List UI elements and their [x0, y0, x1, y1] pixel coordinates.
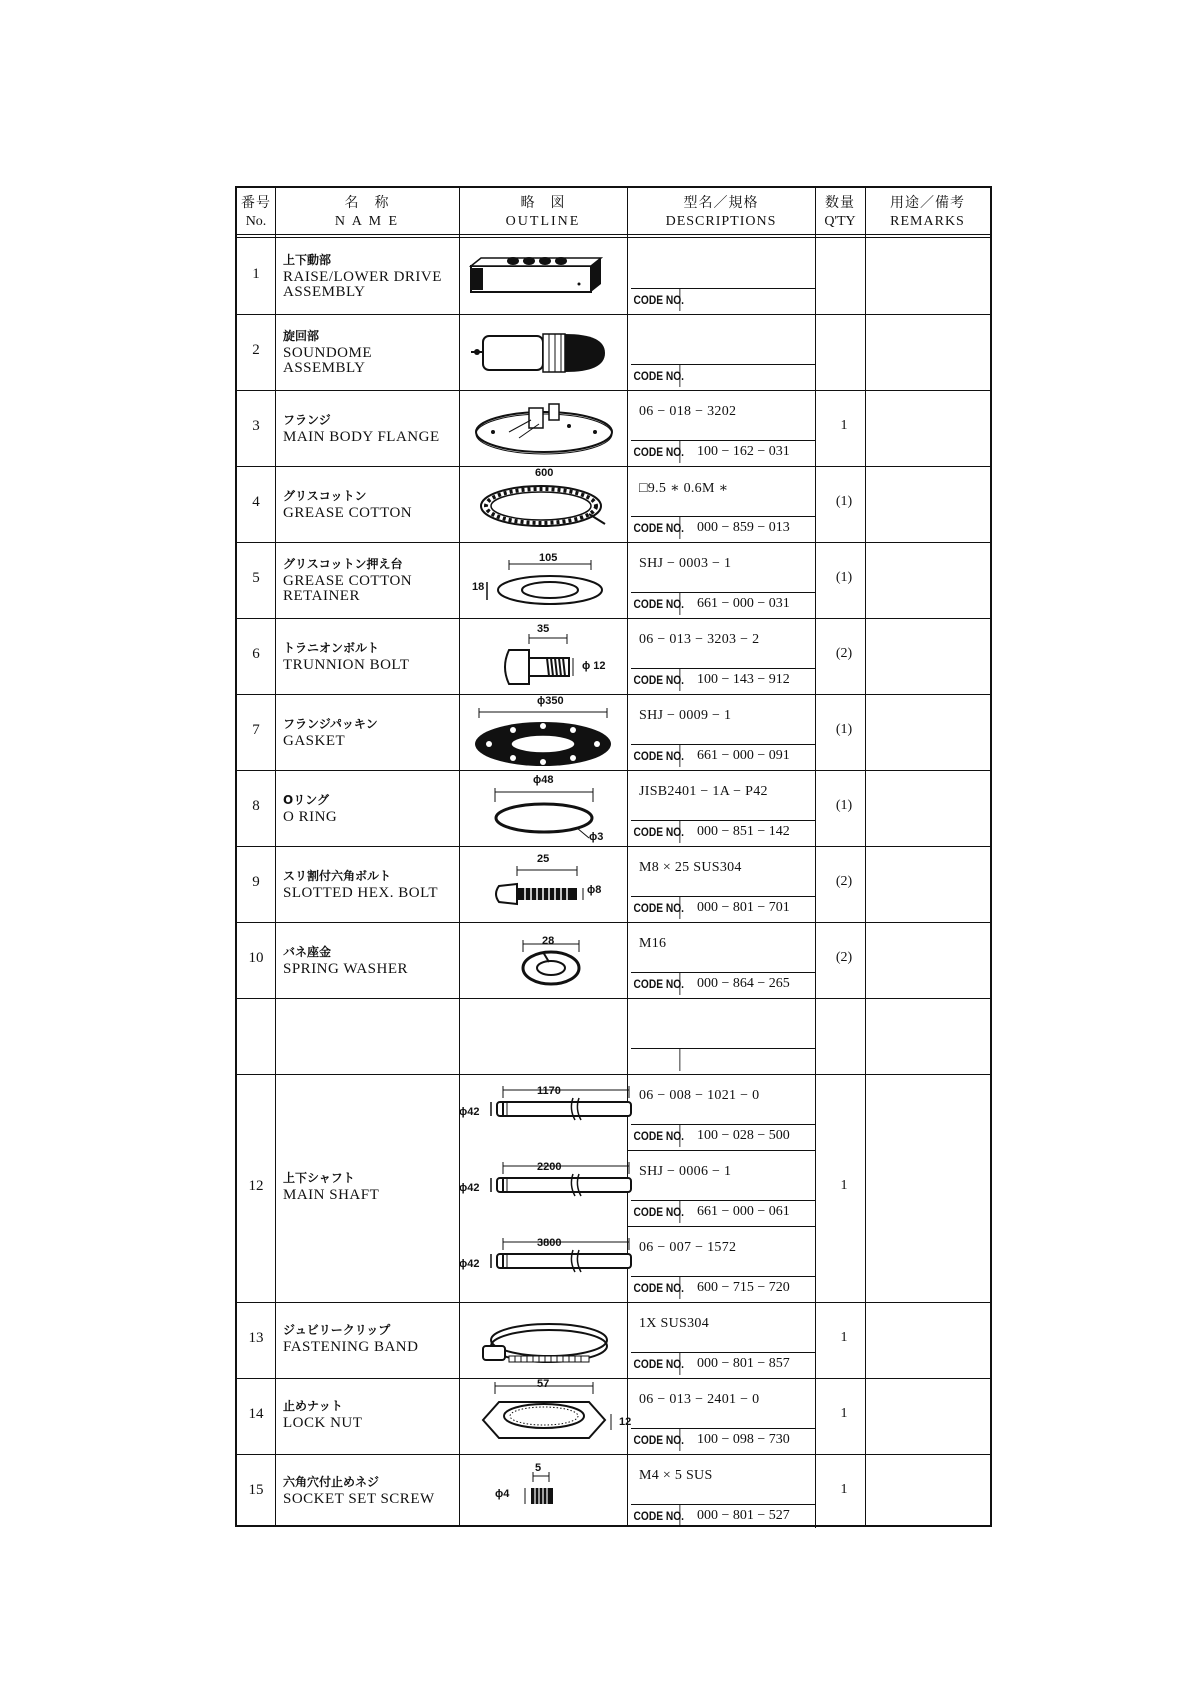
retainer-height-label: 18	[472, 581, 485, 593]
item-number: 9	[252, 874, 260, 890]
code-no-label: CODE NO.	[631, 973, 680, 995]
item-name-en: SLOTTED HEX. BOLT	[283, 885, 439, 901]
grease-cotton-length-label: 600	[535, 467, 554, 479]
item-8-code-value: 000 − 851 − 142	[697, 824, 790, 839]
shaft-diameter-label: ϕ42	[459, 1182, 480, 1194]
header-descriptions	[627, 188, 815, 234]
item-6-code-value: 100 − 143 − 912	[697, 672, 790, 687]
header-no-jp: 番号	[241, 196, 271, 211]
item-name	[283, 556, 463, 605]
nut-width-label: 57	[537, 1378, 550, 1390]
row-divider	[237, 466, 990, 467]
item-number: 6	[252, 646, 260, 662]
row-divider	[237, 618, 990, 619]
item-1-code-box	[631, 288, 816, 312]
item-name-en: TRUNNION BOLT	[283, 657, 410, 673]
item-name-jp: フランジパッキン	[283, 717, 378, 731]
item-name-en: O RING	[283, 809, 338, 825]
item-name	[283, 252, 463, 301]
column-divider	[275, 188, 276, 1527]
item-number: 13	[248, 1330, 264, 1346]
code-no-label: CODE NO.	[631, 1353, 680, 1375]
item-number: 12	[248, 1178, 264, 1194]
item-number: 2	[252, 342, 260, 358]
row-divider	[237, 846, 990, 847]
shaft-variant-1-description: 06 − 008 − 1021 − 0	[639, 1088, 760, 1103]
item-name-en: SOCKET SET SCREW	[283, 1491, 435, 1507]
item-quantity: 1	[840, 1482, 848, 1497]
item-14-code-value: 100 − 098 − 730	[697, 1432, 790, 1447]
code-no-label: CODE NO.	[631, 289, 680, 311]
item-name-en: SPRING WASHER	[283, 961, 408, 977]
header-no-en: No.	[245, 214, 267, 229]
item-9-code-box	[631, 896, 816, 920]
code-no-label: CODE NO.	[631, 593, 680, 615]
code-no-label: CODE NO.	[631, 1505, 680, 1527]
item-9-description: M8 × 25 SUS304	[639, 860, 742, 875]
item-name	[283, 640, 463, 674]
shaft-variant-1-code-box	[631, 1124, 816, 1148]
header-remarks-en: REMARKS	[890, 214, 965, 229]
row-divider	[237, 1302, 990, 1303]
header-outline	[459, 188, 627, 234]
shaft-variant-divider	[627, 1150, 815, 1151]
item-6-description: 06 − 013 − 3203 − 2	[639, 632, 760, 647]
raise-lower-drive-drawing	[469, 256, 619, 302]
header-desc-jp: 型名／規格	[683, 196, 759, 211]
item-quantity: 1	[840, 418, 848, 433]
item-quantity: (2)	[835, 950, 853, 965]
row-divider	[237, 1378, 990, 1379]
item-number: 10	[248, 950, 264, 966]
item-name	[283, 412, 463, 446]
item-name	[283, 1398, 463, 1432]
item-name	[283, 868, 463, 902]
header-name-jp: 名 称	[344, 196, 390, 211]
shaft-variant-2-code-value: 661 − 000 − 061	[697, 1204, 790, 1219]
item-14-description: 06 − 013 − 2401 − 0	[639, 1392, 760, 1407]
item-number: 7	[252, 722, 260, 738]
item-quantity: 1	[840, 1330, 848, 1345]
trunnion-diameter-label: ϕ 12	[582, 660, 606, 672]
item-number: 3	[252, 418, 260, 434]
item-number: 14	[248, 1406, 264, 1422]
item-name-en: LOCK NUT	[283, 1415, 363, 1431]
header-desc-en: DESCRIPTIONS	[665, 214, 777, 229]
item-name	[283, 792, 463, 826]
shaft-variant-3-code-box	[631, 1276, 816, 1300]
shaft-variant-1-code-value: 100 − 028 − 500	[697, 1128, 790, 1143]
code-no-label: CODE NO.	[631, 1125, 680, 1147]
gasket-drawing	[469, 708, 619, 768]
bolt-length-label: 25	[537, 853, 550, 865]
header-remarks	[865, 188, 990, 234]
item-name-jp: ジュビリークリップ	[283, 1323, 391, 1337]
item-13-code-box	[631, 1352, 816, 1376]
item-quantity: (2)	[835, 874, 853, 889]
shaft-variant-2-code-box	[631, 1200, 816, 1224]
item-name-jp: 六角穴付止めネジ	[283, 1475, 380, 1489]
item-name-en: GREASE COTTON	[283, 573, 413, 589]
shaft-diameter-label: ϕ42	[459, 1106, 480, 1118]
code-no-label: CODE NO.	[631, 897, 680, 919]
header-no	[237, 188, 275, 234]
shaft-diameter-label: ϕ42	[459, 1258, 480, 1270]
washer-width-label: 28	[542, 935, 555, 947]
item-name-jp: フランジ	[283, 413, 331, 427]
shaft-length-label: 2200	[537, 1161, 562, 1173]
item-15-code-value: 000 − 801 − 527	[697, 1508, 790, 1523]
retainer-width-label: 105	[539, 552, 558, 564]
item-quantity: (1)	[835, 494, 853, 509]
item-number: 8	[252, 798, 260, 814]
item-2-code-box	[631, 364, 816, 388]
flange-drawing	[469, 398, 619, 456]
row-divider	[237, 922, 990, 923]
shaft-variant-3-code-value: 600 − 715 − 720	[697, 1280, 790, 1295]
shaft-length-label: 3800	[537, 1237, 562, 1249]
row-divider	[237, 542, 990, 543]
lock-nut-drawing	[469, 1380, 619, 1452]
header-name-en: N A M E	[334, 214, 400, 229]
item-5-code-value: 661 − 000 − 031	[697, 596, 790, 611]
item-4-code-value: 000 − 859 − 013	[697, 520, 790, 535]
item-quantity: (1)	[835, 722, 853, 737]
trunnion-length-label: 35	[537, 623, 550, 635]
item-name	[283, 328, 463, 377]
item-name-jp: グリスコットン	[283, 489, 367, 503]
column-divider	[627, 188, 628, 1527]
header-qty-en: Q'TY	[824, 214, 856, 229]
item-quantity: (1)	[835, 798, 853, 813]
item-4-description: □9.5 ∗ 0.6M ∗	[639, 481, 729, 496]
item-name-jp: グリスコットン押え台	[283, 557, 403, 571]
item-name-jp: トラニオンボルト	[283, 641, 380, 655]
item-13-code-value: 000 − 801 − 857	[697, 1356, 790, 1371]
item-name-en-line2: RETAINER	[283, 588, 360, 604]
item-14-code-box	[631, 1428, 816, 1452]
blank-code-box	[631, 1048, 816, 1072]
item-4-code-box	[631, 516, 816, 540]
item-number: 1	[252, 266, 260, 282]
item-3-code-value: 100 − 162 − 031	[697, 444, 790, 459]
row-divider	[237, 770, 990, 771]
item-name-en: MAIN SHAFT	[283, 1187, 380, 1203]
shaft-variant-2-description: SHJ − 0006 − 1	[639, 1164, 732, 1179]
item-name-jp: 止めナット	[283, 1399, 343, 1413]
item-13-description: 1X SUS304	[639, 1316, 709, 1331]
code-no-label: CODE NO.	[631, 1429, 680, 1451]
shaft-variant-divider	[627, 1226, 815, 1227]
header-qty-jp: 数量	[825, 196, 855, 211]
item-name-jp: スリ割付六角ボルト	[283, 869, 392, 883]
item-name-en: GASKET	[283, 733, 346, 749]
item-10-code-value: 000 − 864 − 265	[697, 976, 790, 991]
soundome-drawing	[469, 330, 619, 378]
item-name-jp: 上下シャフト	[283, 1171, 355, 1185]
item-name-en: FASTENING BAND	[283, 1339, 419, 1355]
column-divider	[815, 188, 816, 1527]
header-remarks-jp: 用途／備考	[890, 196, 965, 211]
code-no-label: CODE NO.	[631, 669, 680, 691]
parts-list-table	[235, 186, 992, 1527]
screw-length-label: 5	[535, 1462, 542, 1474]
row-divider	[237, 694, 990, 695]
code-no-label: CODE NO.	[631, 365, 680, 387]
header-qty	[815, 188, 865, 234]
item-10-description: M16	[639, 936, 667, 951]
retainer-drawing	[469, 560, 619, 610]
code-no-label: CODE NO.	[631, 1277, 680, 1299]
item-9-code-value: 000 − 801 − 701	[697, 900, 790, 915]
item-name-jp: 上下動部	[283, 253, 332, 267]
item-15-description: M4 × 5 SUS	[639, 1468, 713, 1483]
nut-height-label: 12	[619, 1416, 632, 1428]
item-name-jp: バネ座金	[283, 945, 332, 959]
item-number: 15	[248, 1482, 264, 1498]
item-name	[283, 1170, 463, 1204]
item-7-description: SHJ − 0009 − 1	[639, 708, 732, 723]
o-ring-section-label: ϕ3	[589, 831, 604, 843]
item-name	[283, 944, 463, 978]
shaft-length-label: 1170	[537, 1085, 561, 1097]
table-header	[237, 188, 990, 234]
code-no-label: CODE NO.	[631, 441, 680, 463]
item-3-description: 06 − 018 − 3202	[639, 404, 737, 419]
bolt-diameter-label: ϕ8	[587, 884, 602, 896]
item-quantity: (2)	[835, 646, 853, 661]
item-10-code-box	[631, 972, 816, 996]
set-screw-drawing	[469, 1470, 619, 1510]
screw-diameter-label: ϕ4	[495, 1488, 510, 1500]
item-7-code-value: 661 − 000 − 091	[697, 748, 790, 763]
row-divider	[237, 1074, 990, 1075]
gasket-diameter-label: ϕ350	[537, 695, 564, 707]
item-name	[283, 716, 463, 750]
item-name-en: GREASE COTTON	[283, 505, 413, 521]
item-8-description: JISB2401 − 1A − P42	[639, 784, 768, 799]
header-outline-jp: 略 図	[520, 196, 566, 211]
item-3-code-box	[631, 440, 816, 464]
shaft-variant-3-description: 06 − 007 − 1572	[639, 1240, 737, 1255]
item-name-jp: Oリング	[283, 793, 329, 807]
item-name-en: RAISE/LOWER DRIVE	[283, 269, 442, 285]
item-name-en: MAIN BODY FLANGE	[283, 429, 440, 445]
item-number: 4	[252, 494, 260, 510]
code-no-label: CODE NO.	[631, 745, 680, 767]
header-outline-en: OUTLINE	[505, 214, 581, 229]
item-6-code-box	[631, 668, 816, 692]
item-name-en-line2: ASSEMBLY	[283, 284, 366, 300]
o-ring-diameter-label: ϕ48	[533, 774, 554, 786]
item-quantity: (1)	[835, 570, 853, 585]
item-name	[283, 488, 463, 522]
code-no-label: CODE NO.	[631, 821, 680, 843]
code-no-label: CODE NO.	[631, 1201, 680, 1223]
row-divider	[237, 314, 990, 315]
item-7-code-box	[631, 744, 816, 768]
item-name	[283, 1474, 463, 1508]
item-5-description: SHJ − 0003 − 1	[639, 556, 732, 571]
row-divider	[237, 998, 990, 999]
item-name-en-line2: ASSEMBLY	[283, 360, 366, 376]
row-divider	[237, 390, 990, 391]
column-divider	[865, 188, 866, 1527]
header-name	[275, 188, 459, 234]
grease-cotton-drawing	[469, 480, 619, 534]
blank-code-label-cell	[631, 1049, 680, 1071]
item-8-code-box	[631, 820, 816, 844]
row-divider	[237, 1454, 990, 1455]
item-5-code-box	[631, 592, 816, 616]
item-name	[283, 1322, 463, 1356]
fastening-band-drawing	[469, 1316, 619, 1366]
item-name-jp: 旋回部	[283, 329, 320, 343]
item-quantity: 1	[840, 1406, 848, 1421]
item-name-en: SOUNDOME	[283, 345, 373, 361]
item-15-code-box	[631, 1504, 816, 1528]
item-number: 5	[252, 570, 260, 586]
code-no-label: CODE NO.	[631, 517, 680, 539]
header-double-rule	[237, 234, 990, 238]
item-quantity: 1	[840, 1178, 848, 1193]
